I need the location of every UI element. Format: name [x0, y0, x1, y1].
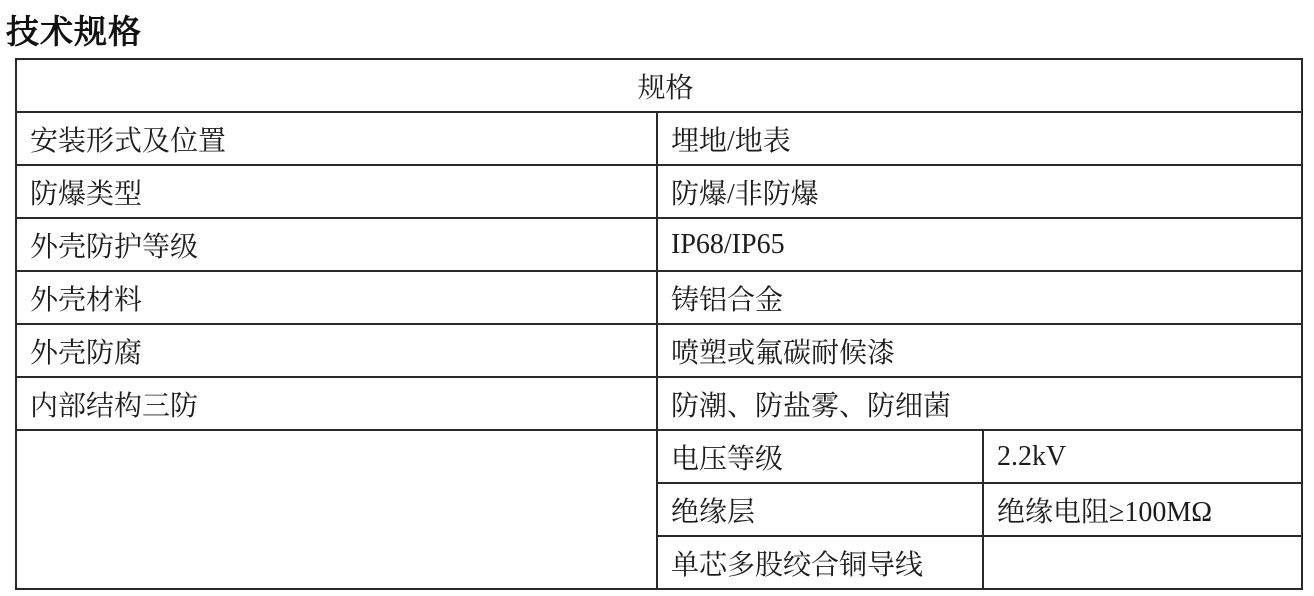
table-sub-row [16, 430, 1302, 483]
row-label-cell: 安装形式及位置 [16, 112, 657, 165]
row-label-cell: 外壳防护等级 [16, 218, 657, 271]
row-label-cell: 内部结构三防 [16, 377, 657, 430]
row-label-cell: 外壳材料 [16, 271, 657, 324]
row-value-cell: 铸铝合金 [657, 271, 1302, 324]
sub-row-label-cell: 单芯多股绞合铜导线 [657, 536, 983, 589]
row-value-cell: IP68/IP65 [657, 218, 1302, 271]
table-header-row [16, 59, 1302, 112]
table-row [16, 218, 1302, 271]
table-row [16, 324, 1302, 377]
row-value-cell: 防爆/非防爆 [657, 165, 1302, 218]
table-row [16, 165, 1302, 218]
sub-row-value-cell: 2.2kV [983, 430, 1302, 483]
merged-empty-cell [16, 430, 657, 589]
row-label-cell: 外壳防腐 [16, 324, 657, 377]
table-row [16, 271, 1302, 324]
table-row [16, 377, 1302, 430]
page-title: 技术规格 [6, 15, 142, 51]
table-header-cell: 规格 [16, 59, 1302, 112]
spec-table [15, 58, 1303, 590]
row-label-cell: 防爆类型 [16, 165, 657, 218]
row-value-cell: 埋地/地表 [657, 112, 1302, 165]
sub-row-value-cell: 绝缘电阻≥100MΩ [983, 483, 1302, 536]
sub-row-value-cell [983, 536, 1302, 589]
row-value-cell: 防潮、防盐雾、防细菌 [657, 377, 1302, 430]
table-row [16, 112, 1302, 165]
row-value-cell: 喷塑或氟碳耐候漆 [657, 324, 1302, 377]
sub-row-label-cell: 绝缘层 [657, 483, 983, 536]
sub-row-label-cell: 电压等级 [657, 430, 983, 483]
